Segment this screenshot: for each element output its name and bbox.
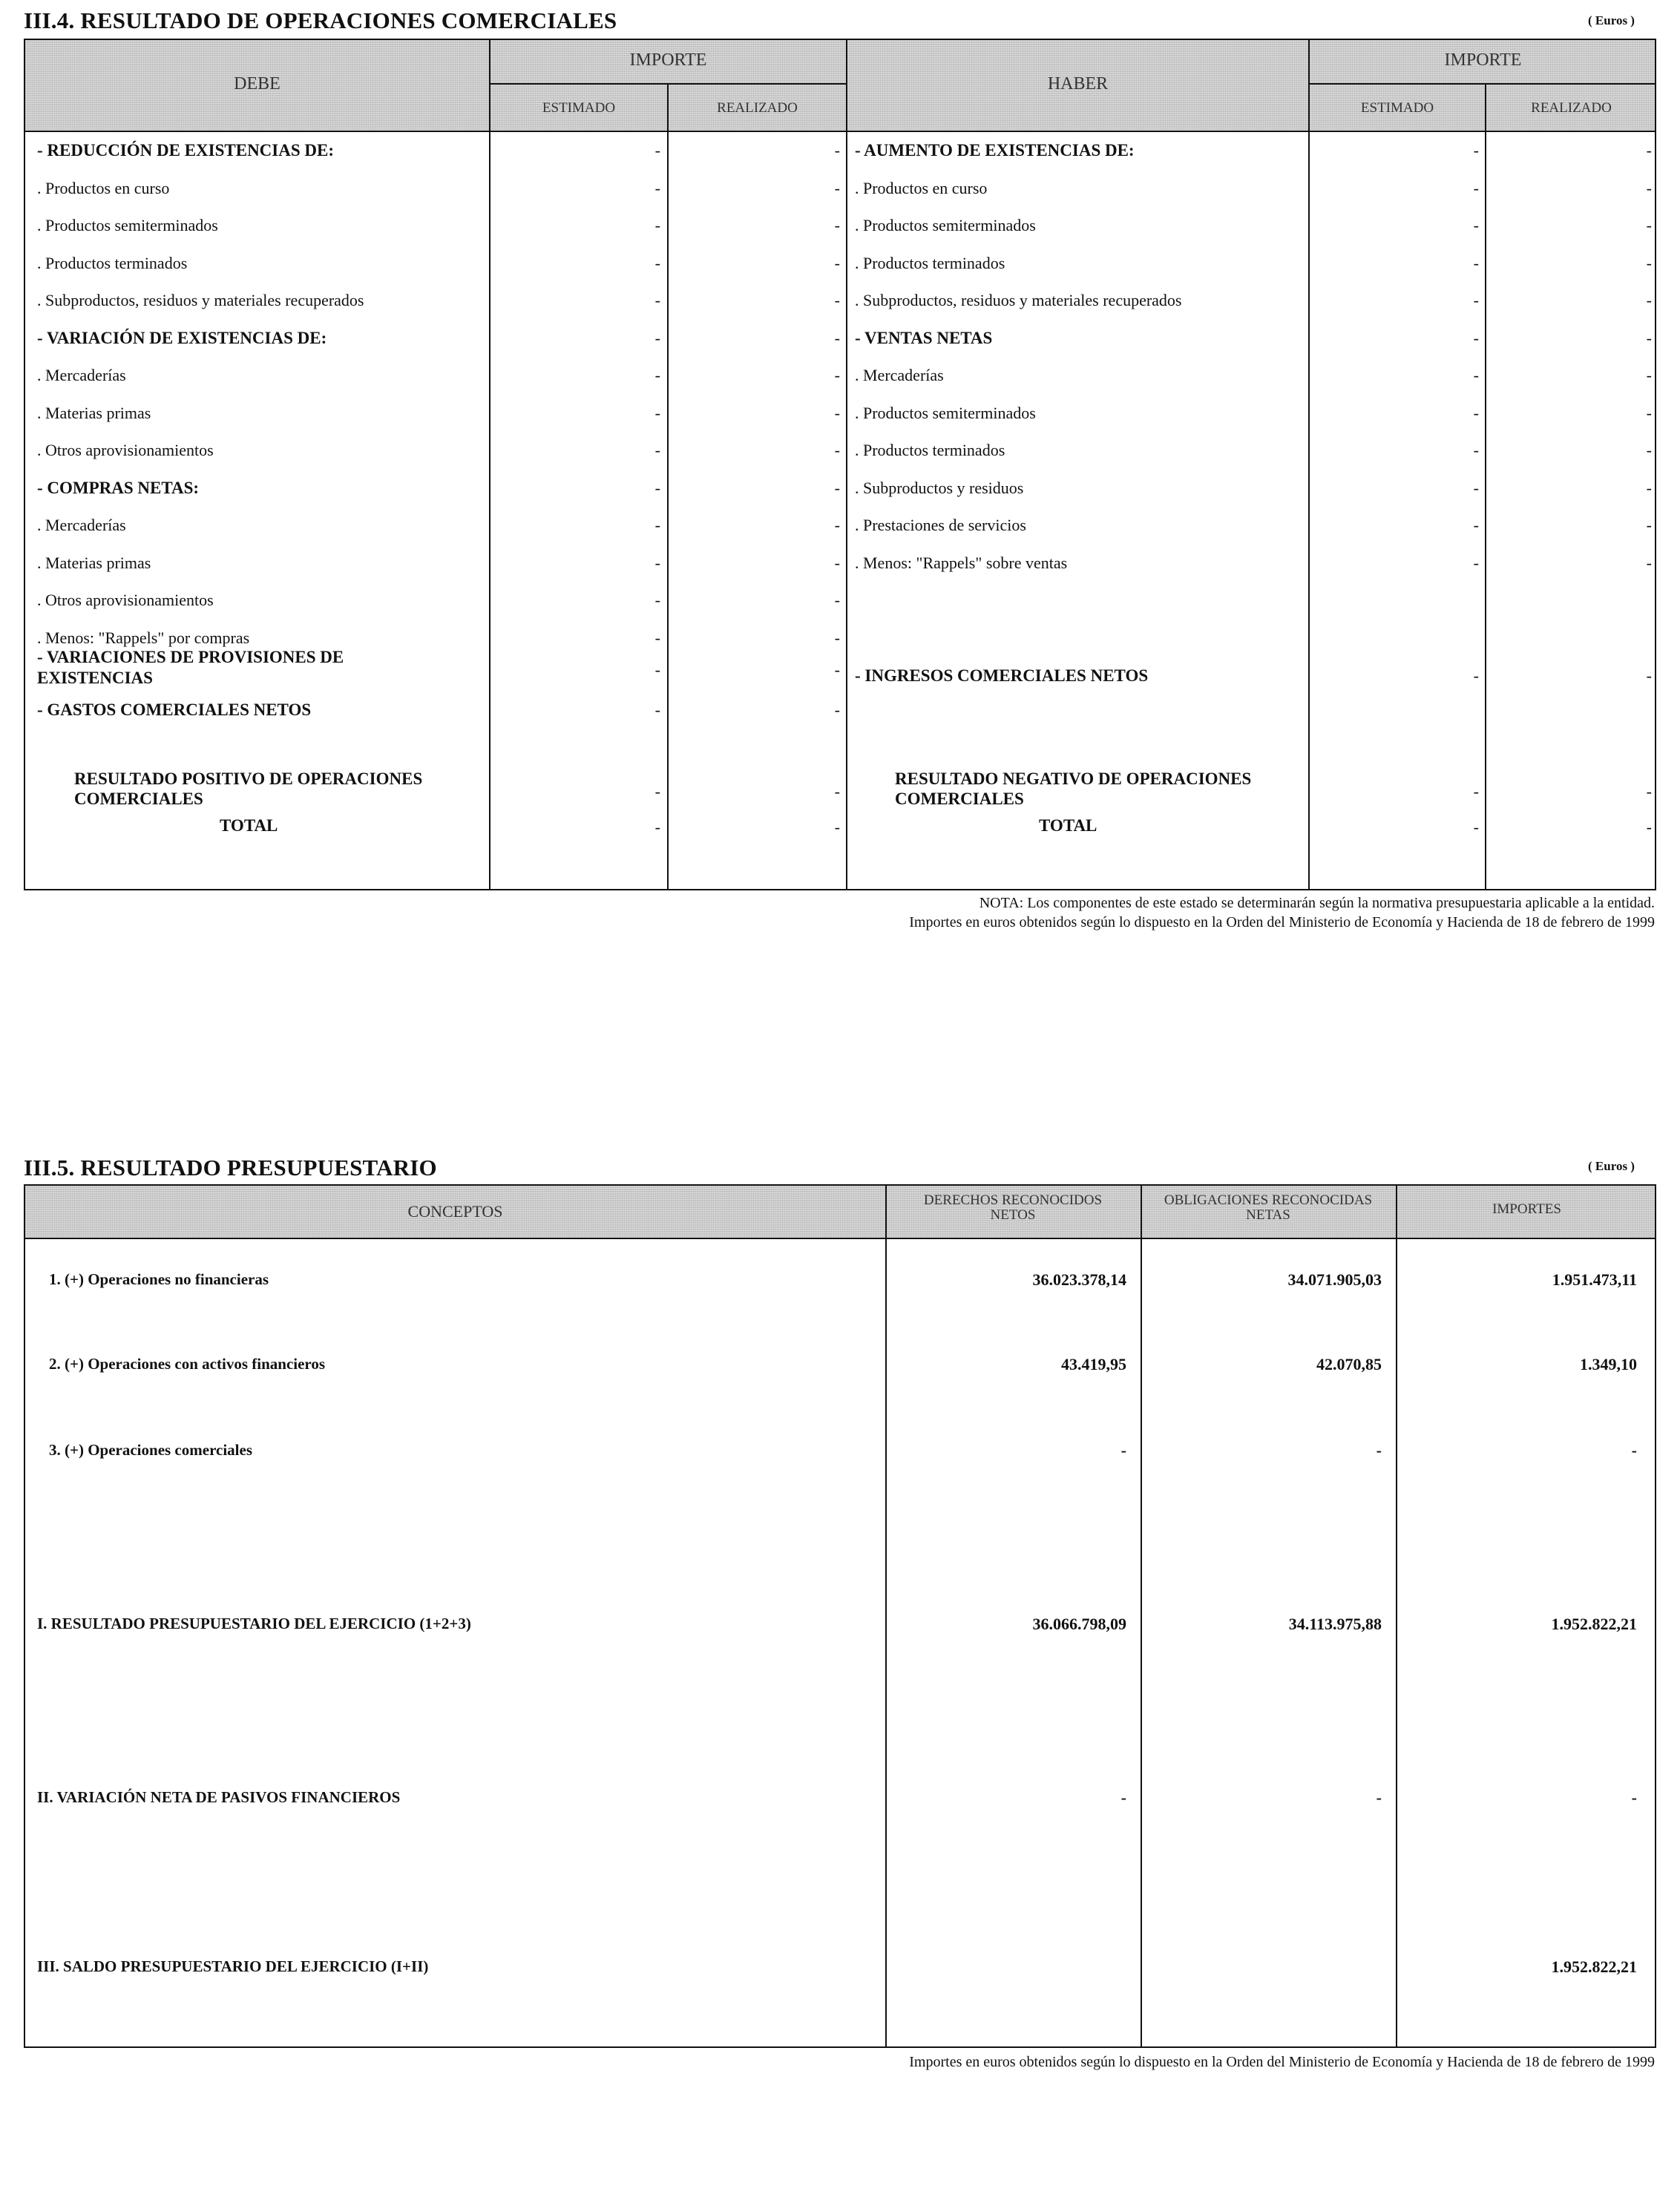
debe-result-estimado: -: [654, 782, 660, 801]
presupuestario-row-label: 3. (+) Operaciones comerciales: [49, 1441, 252, 1459]
section4-title: III.4. RESULTADO DE OPERACIONES COMERCIALES: [24, 7, 617, 33]
debe-row-estimado: -: [654, 403, 660, 422]
debe-row-estimado: -: [654, 553, 660, 572]
haber-header: HABER: [1047, 74, 1109, 93]
debe-row-label: - COMPRAS NETAS:: [37, 478, 200, 497]
debe-row-realizado: -: [834, 478, 840, 497]
presupuestario-row-derechos: -: [1120, 1441, 1126, 1460]
haber-estimado-header: ESTIMADO: [1360, 100, 1434, 116]
debe-row-label: . Mercaderías: [37, 366, 126, 384]
haber-row-estimado: -: [1473, 441, 1479, 459]
haber-row-realizado: -: [1646, 553, 1652, 572]
haber-result-realizado: -: [1646, 782, 1652, 801]
debe-row-estimado: -: [654, 216, 660, 234]
haber-total-label: TOTAL: [1039, 816, 1097, 835]
debe-result-label: RESULTADO POSITIVO DE OPERACIONES COMERCIALES: [74, 769, 423, 808]
haber-row-label: . Prestaciones de servicios: [855, 516, 1026, 534]
presupuestario-row-obligaciones: 42.070,85: [1316, 1355, 1382, 1373]
debe-row-realizado: -: [834, 700, 840, 719]
debe-row-realizado: -: [834, 291, 840, 309]
haber-row-realizado: -: [1646, 328, 1652, 347]
presupuestario-row-obligaciones: -: [1376, 1788, 1382, 1807]
haber-row-realizado: -: [1646, 441, 1652, 459]
section4-units: ( Euros ): [1588, 13, 1635, 27]
haber-row-label: . Productos terminados: [855, 441, 1005, 459]
debe-row-estimado: -: [654, 141, 660, 160]
haber-row-label: - VENTAS NETAS: [855, 328, 993, 347]
debe-row-realizado: -: [834, 660, 840, 679]
haber-total-estimado: -: [1473, 818, 1479, 836]
haber-row-estimado: -: [1473, 478, 1479, 497]
haber-row-estimado: -: [1473, 291, 1479, 309]
haber-row-label: . Mercaderías: [855, 366, 944, 384]
debe-row-realizado: -: [834, 366, 840, 384]
presupuestario-row-importes: 1.951.473,11: [1552, 1270, 1637, 1289]
debe-row-estimado: -: [654, 700, 660, 719]
debe-row-label: - VARIACIONES DE PROVISIONES DE EXISTENCIAS: [37, 648, 344, 687]
presupuestario-row-importes: 1.349,10: [1580, 1355, 1637, 1373]
debe-row-realizado: -: [834, 516, 840, 534]
presupuestario-row-importes: 1.952.822,21: [1551, 1615, 1637, 1633]
haber-row-realizado: -: [1646, 216, 1652, 234]
debe-row-label: . Subproductos, residuos y materiales recuperados: [37, 291, 364, 309]
debe-row-label: - GASTOS COMERCIALES NETOS: [37, 700, 312, 719]
haber-row-estimado: -: [1473, 666, 1479, 685]
debe-row-estimado: -: [654, 628, 660, 647]
debe-row-realizado: -: [834, 441, 840, 459]
haber-row-label: . Subproductos y residuos: [855, 478, 1024, 497]
debe-row-estimado: -: [654, 291, 660, 309]
debe-row-label: . Productos terminados: [37, 253, 188, 272]
debe-result-realizado: -: [834, 782, 840, 801]
section5-units: ( Euros ): [1588, 1159, 1635, 1173]
debe-total-estimado: -: [654, 818, 660, 836]
section5-note: Importes en euros obtenidos según lo dispuesto en la Orden del Ministerio de Economía y Hacienda de 18 de febrero de 1999: [909, 2054, 1655, 2070]
debe-row-estimado: -: [654, 441, 660, 459]
haber-row-estimado: -: [1473, 141, 1479, 160]
section4-note2: Importes en euros obtenidos según lo dispuesto en la Orden del Ministerio de Economía y Hacienda de 18 de febrero de 1999: [909, 914, 1655, 930]
debe-row-label: - REDUCCIÓN DE EXISTENCIAS DE:: [37, 141, 335, 160]
haber-row-realizado: -: [1646, 403, 1652, 422]
presupuestario-row-label: 2. (+) Operaciones con activos financieros: [49, 1355, 326, 1373]
presupuestario-row-obligaciones: 34.113.975,88: [1288, 1615, 1382, 1633]
derechos-header: DERECHOS RECONOCIDOS NETOS: [923, 1192, 1103, 1223]
debe-row-realizado: -: [834, 591, 840, 609]
presupuestario-row-derechos: 36.023.378,14: [1032, 1270, 1126, 1289]
presupuestario-row-derechos: 36.066.798,09: [1032, 1615, 1126, 1633]
haber-realizado-header: REALIZADO: [1531, 100, 1612, 116]
presupuestario-row-obligaciones: -: [1376, 1441, 1382, 1460]
haber-row-realizado: -: [1646, 253, 1652, 272]
haber-row-label: - AUMENTO DE EXISTENCIAS DE:: [855, 141, 1135, 160]
obligaciones-header: OBLIGACIONES RECONOCIDAS NETAS: [1164, 1192, 1373, 1223]
debe-row-label: . Productos semiterminados: [37, 216, 218, 234]
presupuestario-row-label: II. VARIACIÓN NETA DE PASIVOS FINANCIEROS: [37, 1788, 401, 1806]
debe-row-realizado: -: [834, 628, 840, 647]
debe-estimado-header: ESTIMADO: [542, 100, 616, 116]
haber-importe-header: IMPORTE: [1444, 50, 1522, 70]
debe-row-label: . Mercaderías: [37, 516, 126, 534]
haber-row-realizado: -: [1646, 178, 1652, 197]
debe-row-estimado: -: [654, 253, 660, 272]
debe-header: DEBE: [234, 74, 280, 93]
debe-total-label: TOTAL: [220, 816, 278, 835]
debe-row-estimado: -: [654, 660, 660, 679]
debe-row-realizado: -: [834, 141, 840, 160]
debe-row-estimado: -: [654, 328, 660, 347]
haber-result-estimado: -: [1473, 782, 1479, 801]
debe-row-label: . Menos: "Rappels" por compras: [37, 628, 250, 647]
haber-row-estimado: -: [1473, 403, 1479, 422]
debe-importe-header: IMPORTE: [629, 50, 707, 70]
debe-row-label: . Otros aprovisionamientos: [37, 441, 214, 459]
debe-row-estimado: -: [654, 478, 660, 497]
debe-row-realizado: -: [834, 216, 840, 234]
haber-row-estimado: -: [1473, 253, 1479, 272]
haber-row-label: . Productos semiterminados: [855, 216, 1036, 234]
debe-row-realizado: -: [834, 328, 840, 347]
haber-row-realizado: -: [1646, 291, 1652, 309]
haber-row-estimado: -: [1473, 553, 1479, 572]
haber-row-realizado: -: [1646, 666, 1652, 685]
debe-realizado-header: REALIZADO: [717, 100, 798, 116]
haber-row-label: . Subproductos, residuos y materiales recuperados: [855, 291, 1182, 309]
haber-row-label: . Productos semiterminados: [855, 403, 1036, 422]
presupuestario-row-importes: 1.952.822,21: [1551, 1957, 1637, 1976]
presupuestario-row-importes: -: [1631, 1441, 1637, 1460]
debe-row-estimado: -: [654, 366, 660, 384]
debe-row-realizado: -: [834, 403, 840, 422]
haber-row-estimado: -: [1473, 216, 1479, 234]
haber-row-estimado: -: [1473, 366, 1479, 384]
haber-row-estimado: -: [1473, 516, 1479, 534]
presupuestario-row-importes: -: [1631, 1788, 1637, 1807]
debe-row-estimado: -: [654, 516, 660, 534]
debe-row-realizado: -: [834, 553, 840, 572]
debe-row-realizado: -: [834, 178, 840, 197]
haber-row-estimado: -: [1473, 328, 1479, 347]
haber-row-realizado: -: [1646, 141, 1652, 160]
section5-title: III.5. RESULTADO PRESUPUESTARIO: [24, 1155, 437, 1181]
debe-total-realizado: -: [834, 818, 840, 836]
haber-row-realizado: -: [1646, 478, 1652, 497]
haber-row-realizado: -: [1646, 366, 1652, 384]
haber-total-realizado: -: [1646, 818, 1652, 836]
presupuestario-row-label: 1. (+) Operaciones no financieras: [49, 1270, 269, 1288]
haber-row-label: - INGRESOS COMERCIALES NETOS: [855, 666, 1149, 685]
presupuestario-row-label: I. RESULTADO PRESUPUESTARIO DEL EJERCICIO (1+2+3): [37, 1615, 471, 1632]
debe-row-label: - VARIACIÓN DE EXISTENCIAS DE:: [37, 328, 327, 347]
haber-row-label: . Productos en curso: [855, 178, 988, 197]
debe-row-label: . Otros aprovisionamientos: [37, 591, 214, 609]
haber-row-label: . Menos: "Rappels" sobre ventas: [855, 553, 1068, 572]
importes-header: IMPORTES: [1492, 1201, 1561, 1217]
debe-row-estimado: -: [654, 591, 660, 609]
section4-note1: NOTA: Los componentes de este estado se determinarán según la normativa presupuestaria aplicable a la entidad.: [979, 895, 1655, 911]
presupuestario-row-derechos: 43.419,95: [1061, 1355, 1126, 1373]
presupuestario-row-label: III. SALDO PRESUPUESTARIO DEL EJERCICIO (I+II): [37, 1957, 429, 1975]
haber-row-estimado: -: [1473, 178, 1479, 197]
presupuestario-row-derechos: -: [1120, 1788, 1126, 1807]
haber-result-label: RESULTADO NEGATIVO DE OPERACIONES COMERCIALES: [895, 769, 1252, 808]
conceptos-header: CONCEPTOS: [407, 1202, 503, 1221]
haber-row-realizado: -: [1646, 516, 1652, 534]
debe-row-estimado: -: [654, 178, 660, 197]
debe-row-label: . Materias primas: [37, 403, 151, 422]
debe-row-label: . Productos en curso: [37, 178, 170, 197]
debe-row-realizado: -: [834, 253, 840, 272]
debe-row-label: . Materias primas: [37, 553, 151, 572]
haber-row-label: . Productos terminados: [855, 253, 1005, 272]
presupuestario-row-obligaciones: 34.071.905,03: [1287, 1270, 1382, 1289]
